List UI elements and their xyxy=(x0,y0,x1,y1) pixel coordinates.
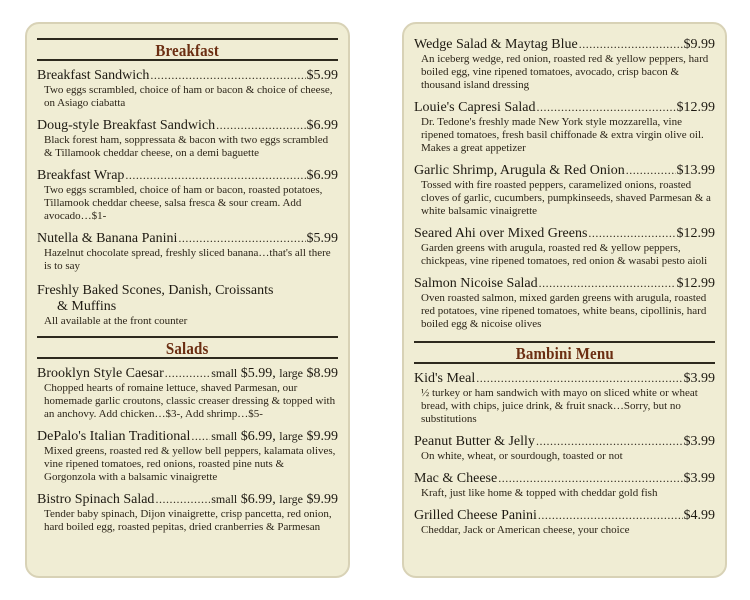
item-name: Kid's Meal xyxy=(414,371,476,386)
leader-dots xyxy=(155,491,210,507)
item-price: $3.99 xyxy=(683,434,715,449)
item-name: Breakfast Sandwich xyxy=(37,68,150,83)
large-price: $8.99 xyxy=(306,366,338,381)
leader-dots xyxy=(476,370,682,386)
menu-item-bistro-spinach xyxy=(37,491,338,534)
item-price: $6.99 xyxy=(306,168,338,183)
item-description: An iceberg wedge, red onion, roasted red & yellow peppers, hard boiled egg, vine ripened tomatoes, avocado, crisp bacon & thousand island dressing xyxy=(421,53,709,91)
leader-dots xyxy=(191,428,210,444)
item-description: Kraft, just like home & topped with cheddar gold fish xyxy=(421,487,658,499)
leader-dots xyxy=(537,99,676,115)
menu-item-mac-cheese xyxy=(414,470,715,500)
item-name: Salmon Nicoise Salad xyxy=(414,276,538,291)
menu-item-louies-capresi xyxy=(414,99,715,155)
breakfast-header xyxy=(37,38,338,61)
menu-item-salmon-nicoise xyxy=(414,275,715,331)
salads-title: Salads xyxy=(166,339,209,358)
item-name: Peanut Butter & Jelly xyxy=(414,434,535,449)
item-name: Brooklyn Style Caesar xyxy=(37,366,164,381)
item-description: Cheddar, Jack or American cheese, your choice xyxy=(421,524,630,536)
item-price: $9.99 xyxy=(683,37,715,52)
item-name: Bistro Spinach Salad xyxy=(37,492,155,507)
item-description: All available at the front counter xyxy=(44,315,188,327)
menu-item-seared-ahi xyxy=(414,225,715,268)
small-label: small xyxy=(211,429,238,443)
leader-dots xyxy=(216,117,305,133)
large-price: $9.99 xyxy=(306,492,338,507)
item-name-line2: & Muffins xyxy=(57,299,117,314)
leader-dots xyxy=(125,167,305,183)
item-price: $13.99 xyxy=(676,163,715,178)
item-name: Garlic Shrimp, Arugula & Red Onion xyxy=(414,163,625,178)
item-name: Doug-style Breakfast Sandwich xyxy=(37,118,216,133)
menu-item-grilled-cheese-panini xyxy=(414,507,715,537)
item-description: Chopped hearts of romaine lettuce, shaved Parmesan, our homemade garlic croutons, classic creaser dressing & topped with an anchovy. Add chicken…$3-, Add shrimp…$5- xyxy=(44,382,336,420)
item-description: Mixed greens, roasted red & yellow bell peppers, kalamata olives, vine ripened tomatoes, red onions, roasted pine nuts & Gorgonzola with a balsamic vinaigrette xyxy=(44,445,336,483)
small-price: $6.99, xyxy=(240,429,276,444)
menu-panel-left xyxy=(25,22,350,578)
menu-item-scones xyxy=(37,283,338,328)
item-description: Dr. Tedone's freshly made New York style mozzarella, vine ripened tomatoes, fresh basil chiffonade & extra virgin olive oil. Makes a great appetizer xyxy=(421,116,704,154)
item-price: $12.99 xyxy=(676,226,715,241)
breakfast-title: Breakfast xyxy=(155,41,220,60)
item-price: $3.99 xyxy=(683,371,715,386)
item-price: $5.99 xyxy=(306,68,338,83)
large-label: large xyxy=(279,429,303,443)
large-price: $9.99 xyxy=(306,429,338,444)
item-name: Mac & Cheese xyxy=(414,471,498,486)
item-price: $12.99 xyxy=(676,100,715,115)
large-label: large xyxy=(279,492,303,506)
large-label: large xyxy=(279,366,303,380)
bambini-title: Bambini Menu xyxy=(515,344,614,363)
leader-dots xyxy=(498,470,682,486)
item-name-line1: Freshly Baked Scones, Danish, Croissants xyxy=(37,283,274,298)
menu-item-kids-meal xyxy=(414,370,715,426)
item-price: $5.99 xyxy=(306,231,338,246)
leader-dots xyxy=(178,230,305,246)
item-price xyxy=(211,491,338,508)
small-price: $5.99, xyxy=(240,366,276,381)
item-description: Garden greens with arugula, roasted red & yellow peppers, chickpeas, vine ripened tomatoes, red onion & wasabi pesto aioli xyxy=(421,242,708,267)
menu-item-breakfast-sandwich xyxy=(37,67,338,110)
leader-dots xyxy=(538,507,683,523)
item-price: $6.99 xyxy=(306,118,338,133)
menu-panel-right xyxy=(402,22,727,578)
leader-dots xyxy=(536,433,683,449)
bambini-header xyxy=(414,341,715,364)
menu-item-brooklyn-caesar xyxy=(37,365,338,421)
item-price: $12.99 xyxy=(676,276,715,291)
menu-item-garlic-shrimp xyxy=(414,162,715,218)
leader-dots xyxy=(150,67,305,83)
item-name: Grilled Cheese Panini xyxy=(414,508,537,523)
menu-item-nutella-banana-panini xyxy=(37,230,338,273)
small-price: $6.99, xyxy=(240,492,276,507)
salads-header xyxy=(37,336,338,359)
item-name: Seared Ahi over Mixed Greens xyxy=(414,226,588,241)
leader-dots xyxy=(626,162,676,178)
item-description: Black forest ham, soppressata & bacon with two eggs scrambled & Tillamook cheddar cheese, on a demi baguette xyxy=(44,134,329,159)
item-description: Two eggs scrambled, choice of ham or bacon & choice of cheese, on Asiago ciabatta xyxy=(44,84,333,109)
menu-item-doug-style-breakfast-sandwich xyxy=(37,117,338,160)
item-description: Tossed with fire roasted peppers, caramelized onions, roasted cloves of garlic, cucumbers, pumpkinseeds, shaved Parmesan & a white balsamic vinaigrette xyxy=(421,179,711,217)
item-description: Two eggs scrambled, choice of ham or bacon, roasted potatoes, Tillamook cheddar cheese, salsa fresca & sour cream. Add avocado…$1- xyxy=(44,184,323,222)
item-description: Oven roasted salmon, mixed garden greens with arugula, roasted red potatoes, vine ripened tomatoes, white beans, cipollinis, hard boiled egg & nicoise olives xyxy=(421,292,707,330)
menu-item-breakfast-wrap xyxy=(37,167,338,223)
item-description: Hazelnut chocolate spread, freshly sliced banana…that's all there is to say xyxy=(44,247,331,272)
menu-item-depalos-italian xyxy=(37,428,338,484)
item-price: $3.99 xyxy=(683,471,715,486)
leader-dots xyxy=(579,36,683,52)
small-label: small xyxy=(211,366,238,380)
menu-item-wedge-salad xyxy=(414,36,715,92)
item-price xyxy=(211,428,338,445)
item-description: ½ turkey or ham sandwich with mayo on sliced white or wheat bread, with chips, juice drink, & fruit snack…Sorry, but no substitutions xyxy=(421,387,698,425)
item-description: On white, wheat, or sourdough, toasted or not xyxy=(421,450,623,462)
item-name: DePalo's Italian Traditional xyxy=(37,429,191,444)
small-label: small xyxy=(211,492,238,506)
item-name: Nutella & Banana Panini xyxy=(37,231,178,246)
menu-item-peanut-butter-jelly xyxy=(414,433,715,463)
item-name: Wedge Salad & Maytag Blue xyxy=(414,37,578,52)
item-name: Louie's Capresi Salad xyxy=(414,100,536,115)
item-price xyxy=(211,365,338,382)
item-name: Breakfast Wrap xyxy=(37,168,125,183)
leader-dots xyxy=(588,225,675,241)
leader-dots xyxy=(539,275,676,291)
item-price: $4.99 xyxy=(683,508,715,523)
leader-dots xyxy=(165,365,210,381)
item-description: Tender baby spinach, Dijon vinaigrette, crisp pancetta, red onion, hard boiled egg, roasted pepitas, dried cranberries & Parmesan xyxy=(44,508,332,533)
